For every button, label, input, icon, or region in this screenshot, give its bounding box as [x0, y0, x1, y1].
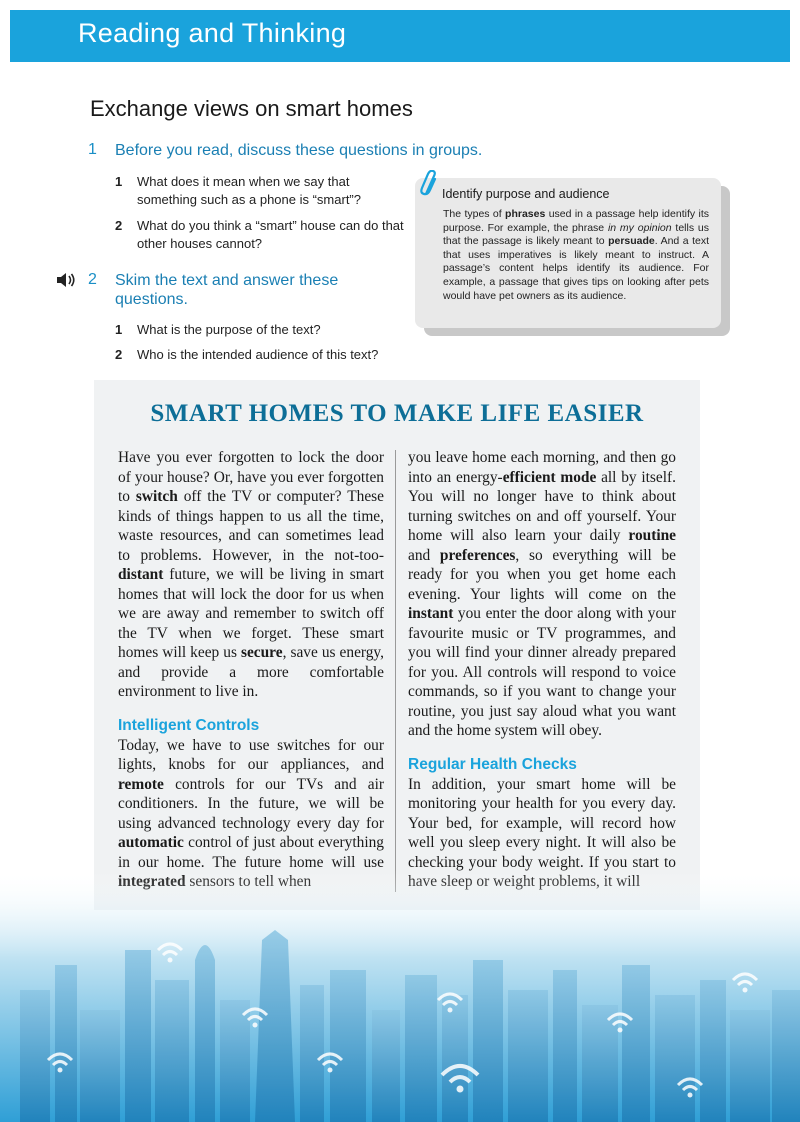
speaker-icon[interactable]	[56, 271, 78, 289]
item-text: Who is the intended audience of this text?	[137, 347, 379, 362]
question-2-number: 2	[88, 271, 97, 288]
tip-text: The types of phrases used in a passage help identify its purpose. For example, the phrase in my opinion tells us that the passage is likely meant to persuade. And a text that uses imperatives is likely meant to instruct. A passage’s content helps identify its audience. For example, a passage that gives tips on looking after pets would have pet owners as its audience.	[443, 208, 709, 302]
article-column-left	[118, 448, 384, 922]
article-title: SMART HOMES TO MAKE LIFE EASIER	[150, 400, 644, 427]
question-2-item-1	[115, 321, 415, 341]
item-text: What does it mean when we say that something such as a phone is “smart”?	[137, 174, 361, 207]
page-header-title: Reading and Thinking	[78, 18, 347, 48]
article-health-paragraph: In addition, your smart home will be monitoring your health for you every day. Your bed, for example, will record how well you sleep every night. It will also be checking your body weight. If you start to	[408, 775, 676, 871]
article-column-right	[408, 448, 676, 892]
article-controls-paragraph: Today, we have to use switches for our lights, knobs for our appliances, and remote controls for our TVs and air conditioners. In the future, we will be using advanced technology every day for automatic control of just about everything in our home. The future home will use	[118, 736, 384, 871]
article-controls-continued: you leave home each morning, and then go into an energy-efficient mode all by itself. You will no longer have to think about turning switches on and off yourself. Your home will also learn your daily routine and preferences, so everything will be ready for you when you get home each evening. Your lights will come on the instant you enter the door along with your favourite music or TV programmes, and you will find your dinner already prepared for you. All controls will respond to voice commands, so if you want to change your routine, you just say aloud what you want and the home system will obey.	[408, 449, 676, 739]
question-1-item-1	[115, 173, 415, 213]
item-number: 2	[115, 347, 123, 362]
city-skyline-illustration	[0, 870, 800, 1122]
tip-title: Identify purpose and audience	[442, 187, 610, 201]
article-intro-paragraph: Have you ever forgotten to lock the door of your house? Or, have you ever forgotten to switch off the TV or computer? These kinds of things happen to us all the time, waste resources, and can sometimes lead to problems. However, in the not-too-distant future, we will be living in smart homes that will lock the door for us when we are away and remember to switch off the TV when we forget. These smart homes will keep us secure, save us energy, and provide a more comfortable environment to live in.	[118, 449, 384, 700]
subheading-intelligent-controls: Intelligent Controls	[118, 716, 260, 734]
question-1-item-2	[115, 217, 415, 257]
item-text: What is the purpose of the text?	[137, 322, 321, 337]
question-2-heading: Skim the text and answer these questions.	[115, 272, 339, 308]
column-divider	[395, 450, 396, 892]
question-1-heading: Before you read, discuss these questions in groups.	[115, 142, 483, 159]
question-2-item-2	[115, 346, 415, 366]
section-title: Exchange views on smart homes	[90, 96, 413, 121]
item-number: 2	[115, 218, 123, 233]
paperclip-icon	[419, 170, 441, 200]
item-text: What do you think a “smart” house can do that other houses cannot?	[137, 218, 404, 251]
item-number: 1	[115, 322, 123, 337]
subheading-regular-health-checks: Regular Health Checks	[408, 755, 577, 773]
question-1-number: 1	[88, 141, 97, 158]
item-number: 1	[115, 174, 123, 189]
